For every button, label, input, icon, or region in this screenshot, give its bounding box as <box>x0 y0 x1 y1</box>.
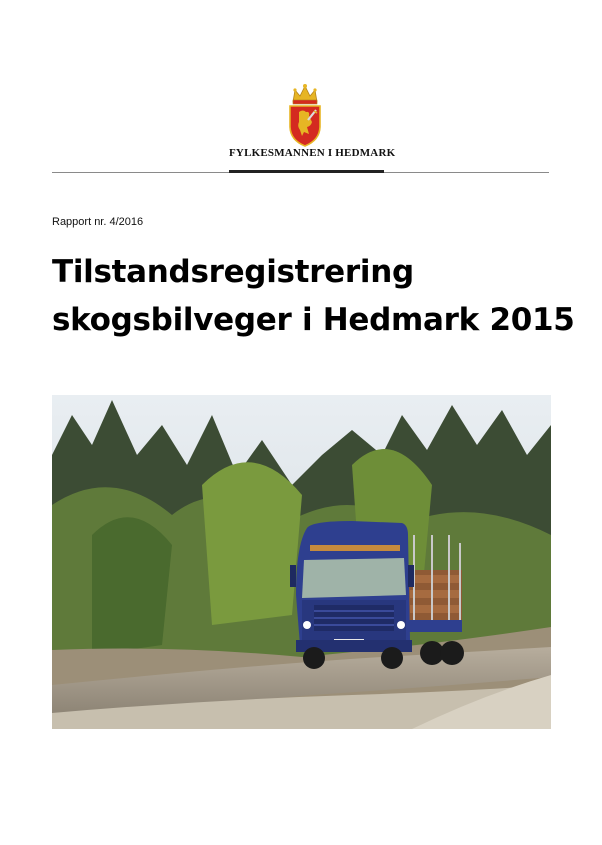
report-title <box>52 248 575 344</box>
report-number: Rapport nr. 4/2016 <box>52 216 144 228</box>
norwegian-coat-of-arms-icon <box>285 82 325 148</box>
report-title-line-1: Tilstandsregistrering <box>52 254 414 290</box>
organization-name: FYLKESMANNEN I HEDMARK <box>229 147 396 159</box>
report-title-line-2: skogsbilveger i Hedmark 2015 <box>52 302 575 338</box>
crest <box>285 82 325 148</box>
cover-photo-illustration <box>52 395 551 729</box>
cover-photo <box>52 395 551 729</box>
header-accent-rule <box>229 170 384 173</box>
